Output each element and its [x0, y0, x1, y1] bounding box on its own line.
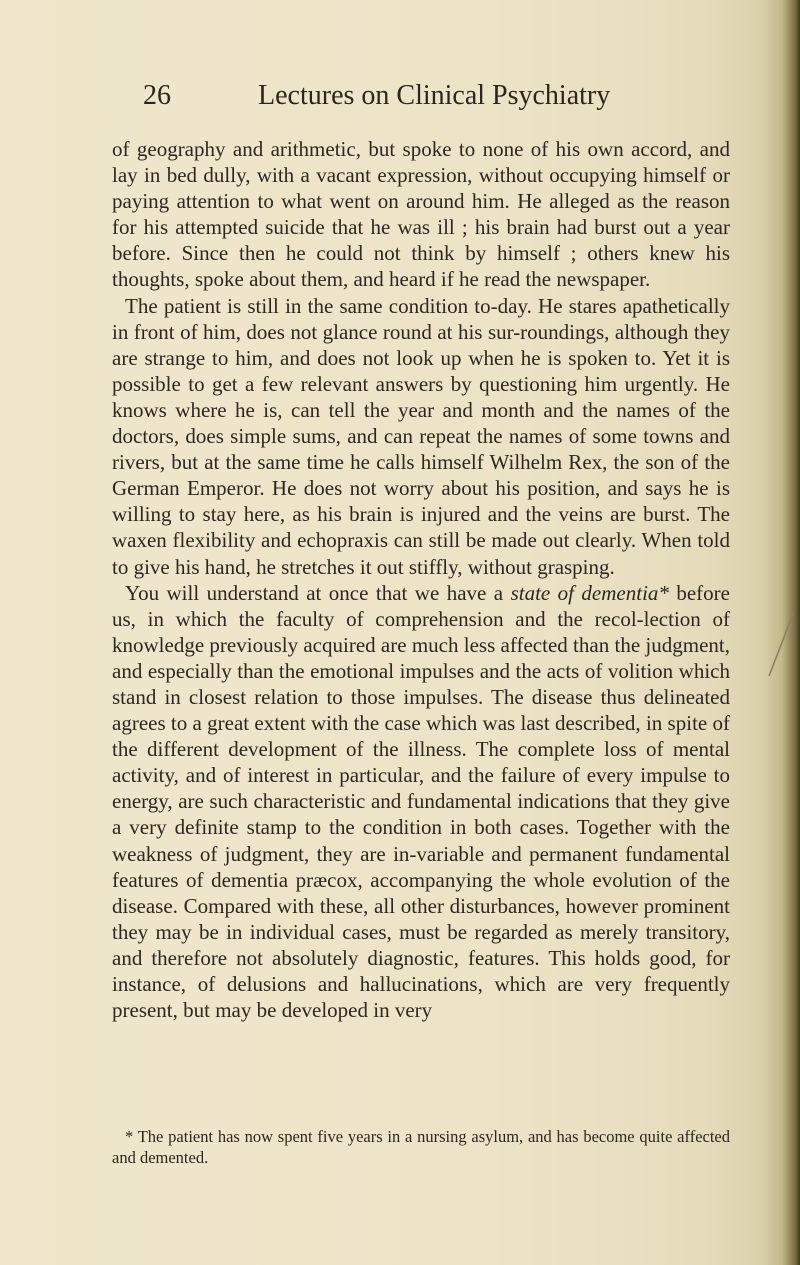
paragraph-3-start: You will understand at once that we have a [125, 580, 511, 605]
footnote-marker: * [658, 580, 669, 605]
italic-term: state of dementia [510, 580, 659, 605]
paragraph-2: The patient is still in the same condition to-day. He stares apathetically in front of him, does not glance round at his sur-roundings, although they are strange to him, and does not look up when he is spoken to. Yet it is possible to get a few relevant answers by questioning him urgently. He knows where he is, can tell the year and month and the names of the doctors, does simple sums, and can repeat the names of some towns and rivers, but at the same time he calls himself Wilhelm Rex, the son of the German Emperor. He does not worry about his position, and says he is willing to stay here, as his brain is injured and the veins are burst. The waxen flexibility and echopraxis can still be made out clearly. When told to give his hand, he stretches it out stiffly, without grasping. [112, 293, 730, 579]
footnote [112, 1126, 730, 1168]
paragraph-1: of geography and arithmetic, but spoke to none of his own accord, and lay in bed dully, with a vacant expression, without occupying himself or paying attention to what went on around him. He alleged as the reason for his attempted suicide that he was ill ; his brain had burst out a year before. Since then he could not think by himself ; others knew his thoughts, spoke about them, and heard if he read the newspaper. [112, 137, 730, 292]
page-number: 26 [143, 80, 171, 111]
body-text [112, 136, 730, 1023]
paragraph-3 [112, 580, 730, 1024]
running-head [130, 80, 690, 120]
footnote-text: * The patient has now spent five years in a nursing asylum, and has become quite affected and demented. [112, 1127, 730, 1167]
running-head-title: Lectures on Clinical Psychiatry [258, 80, 611, 111]
margin-pencil-mark [766, 610, 796, 680]
paragraph-3-rest: before us, in which the faculty of comprehension and the recol-lection of knowledge previously acquired are much less affected than the judgment, and especially than the emotional impulses and the acts of volition which stand in closest relation to those impulses. The disease thus delineated agrees to a great extent with the case which was last described, in spite of the different development of the illness. The complete loss of mental activity, and of interest in particular, and the failure of every impulse to energy, are such characteristic and fundamental indications that they give a very definite stamp to the condition in both cases. Together with the weakness of judgment, they are in-variable and permanent fundamental features of dementia præcox, accompanying the whole evolution of the disease. Compared with these, all other disturbances, however prominent they may be in individual cases, must be regarded as merely transitory, and therefore not absolutely diagnostic, features. This holds good, for instance, of delusions and hallucinations, which are very frequently present, but may be developed in very [112, 580, 730, 1023]
